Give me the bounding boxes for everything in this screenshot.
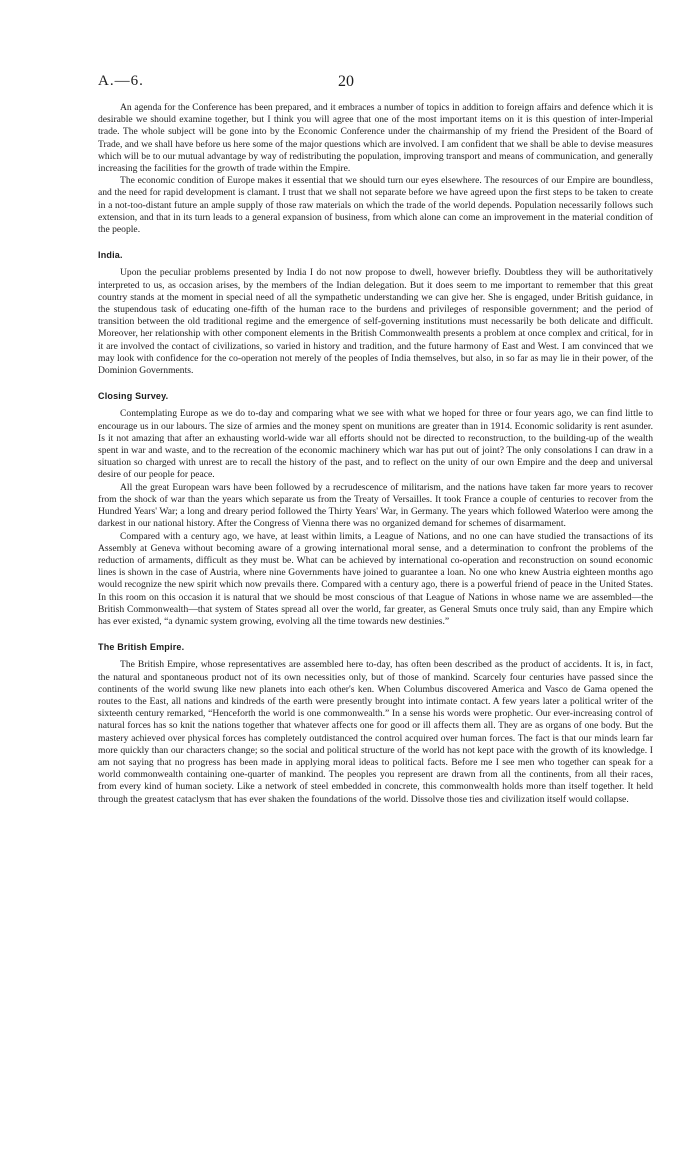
section-intro — [98, 102, 653, 236]
paragraph: Upon the peculiar problems presented by India I do not now propose to dwell, however briefly. Doubtless they will be authoritatively interpreted to us, as occasion arises, by the members of the Indian delegation. But it does seem to me important to remember that this great country stands at the moment in special need of all the sympathetic understanding we can give her. She is engaged, under British guidance, in the stupendous task of educating one-fifth of the human race to the burdens and privileges of responsible government; and the period of transition between the old traditional regime and the emergence of self-governing institutions must necessarily be both delicate and difficult. Moreover, her relationship with other component elements in the British Commonwealth presents a problem at once complex and critical, for in it are involved the contact of civilizations, so varied in history and tradition, and the future harmony of East and West. I am convinced that we may look with confidence for the co-operation not merely of the peoples of India themselves, but also, in so far as may lie in their power, of the Dominion Governments. — [98, 267, 653, 377]
section-heading: Closing Survey. — [98, 391, 169, 402]
page-header — [98, 73, 653, 93]
paragraph: An agenda for the Conference has been prepared, and it embraces a number of topics in addition to foreign affairs and defence which it is desirable we should examine together, but I think you will agree that one of the most important items on it is this question of inter-Imperial trade. The whole subject will be gone into by the Economic Conference under the chairmanship of my friend the President of the Board of Trade, and we shall have before us here some of the major questions which are involved. I am confident that we shall be able to devise measures which will be to our mutual advantage by way of redistributing the population, improving transport and means of communication, and generally increasing the facilities for the growth of trade within the Empire. — [98, 102, 653, 175]
document-reference: A.—6. — [98, 73, 144, 89]
paragraph: Compared with a century ago, we have, at least within limits, a League of Nations, and no one can have studied the transactions of its Assembly at Geneva without becoming aware of a growing international moral sense, and a determination to confront the problems of the reduction of armaments, difficult as they must be. What can be achieved by international co-operation and reconstruction on sound economic lines is shown in the case of Austria, where nine Governments have joined to guarantee a loan. No one who knew Austria eighteen months ago would recognize the new spirit which now prevails there. Compared with a century ago, there is a powerful friend of peace in the United States. In this room on this occasion it is natural that we should be most conscious of that League of Nations in whose name we are assembled—the British Commonwealth—that system of States spread all over the world, far greater, as General Smuts once truly said, than any Empire which has ever existed, “a dynamic system growing, evolving all the time towards new destinies.” — [98, 530, 653, 627]
paragraph: The economic condition of Europe makes it essential that we should turn our eyes elsewhere. The resources of our Empire are boundless, and the need for rapid development is clamant. I trust that we shall not separate before we have agreed upon the first steps to be taken to create in a not-too-distant future an ample supply of those raw materials on which the trade of the world depends. Population necessarily follows such extension, and that in its turn leads to a general expansion of business, from which alone can come an improvement in the material condition of the people. — [98, 175, 653, 236]
paragraph: All the great European wars have been followed by a recrudescence of militarism, and the nations have taken far more years to recover from the shock of war than the years which separate us from the Treaty of Versailles. It took France a couple of centuries to recover from the Hundred Years' War; a long and dreary period followed the Thirty Years' War, in Germany. The years which followed Waterloo were among the darkest in our national history. After the Congress of Vienna there was no organized demand for schemes of disarmament. — [98, 481, 653, 530]
paragraph: The British Empire, whose representatives are assembled here to-day, has often been described as the product of accidents. It is, in fact, the natural and spontaneous product not of its own necessities only, but of those of mankind. Scarcely four centuries have passed since the continents of the world swung like new planets into each other's ken. When Columbus discovered America and Vasco de Gama opened the routes to the East, all nations and kindreds of the earth were presently brought into intimate contact. A few years later a political writer of the sixteenth century remarked, “Henceforth the world is one commonwealth.” In a sense his words were prophetic. Our ever-increasing control of natural forces has so knit the nations together that whatever affects one for good or ill affects them all. They are as organs of one body. But the mastery achieved over physical forces has completely outdistanced the control acquired over human forces. The fact is that our minds learn far more quickly than our characters change; so the social and political structure of the world has not kept pace with the growth of its knowledge. I am not saying that no progress has been made in applying moral ideas to political facts. Before me I see men who together can speak for a world commonwealth containing one-quarter of mankind. The peoples you represent are drawn from all the continents, from all their races, from every kind of human society. Like a network of steel embedded in concrete, this commonwealth holds more than itself together. It held through the greatest cataclysm that has ever shaken the foundations of the world. Dissolve those ties and civilization itself would collapse. — [98, 659, 653, 805]
section-british-empire — [98, 641, 653, 806]
page-number: 20 — [338, 73, 354, 90]
section-heading: The British Empire. — [98, 642, 185, 653]
section-india — [98, 249, 653, 377]
section-heading: India. — [98, 250, 123, 261]
section-closing-survey — [98, 390, 653, 628]
paragraph: Contemplating Europe as we do to-day and comparing what we see with what we hoped for three or four years ago, we can find little to encourage us in our labours. The size of armies and the money spent on munitions are greater than in 1914. Economic solidarity is rent asunder. Is it not amazing that after an exhausting world-wide war all efforts should not be directed to reconstruction, to the building-up of the wealth spent in war and waste, and to the recreation of the economic machinery which war has put out of joint? The only consolations I can draw in a situation so charged with unrest are to recall the history of the past, and to reflect on the unity of our own Empire and the deep and universal desire of our people for peace. — [98, 408, 653, 481]
document-body — [98, 102, 653, 806]
